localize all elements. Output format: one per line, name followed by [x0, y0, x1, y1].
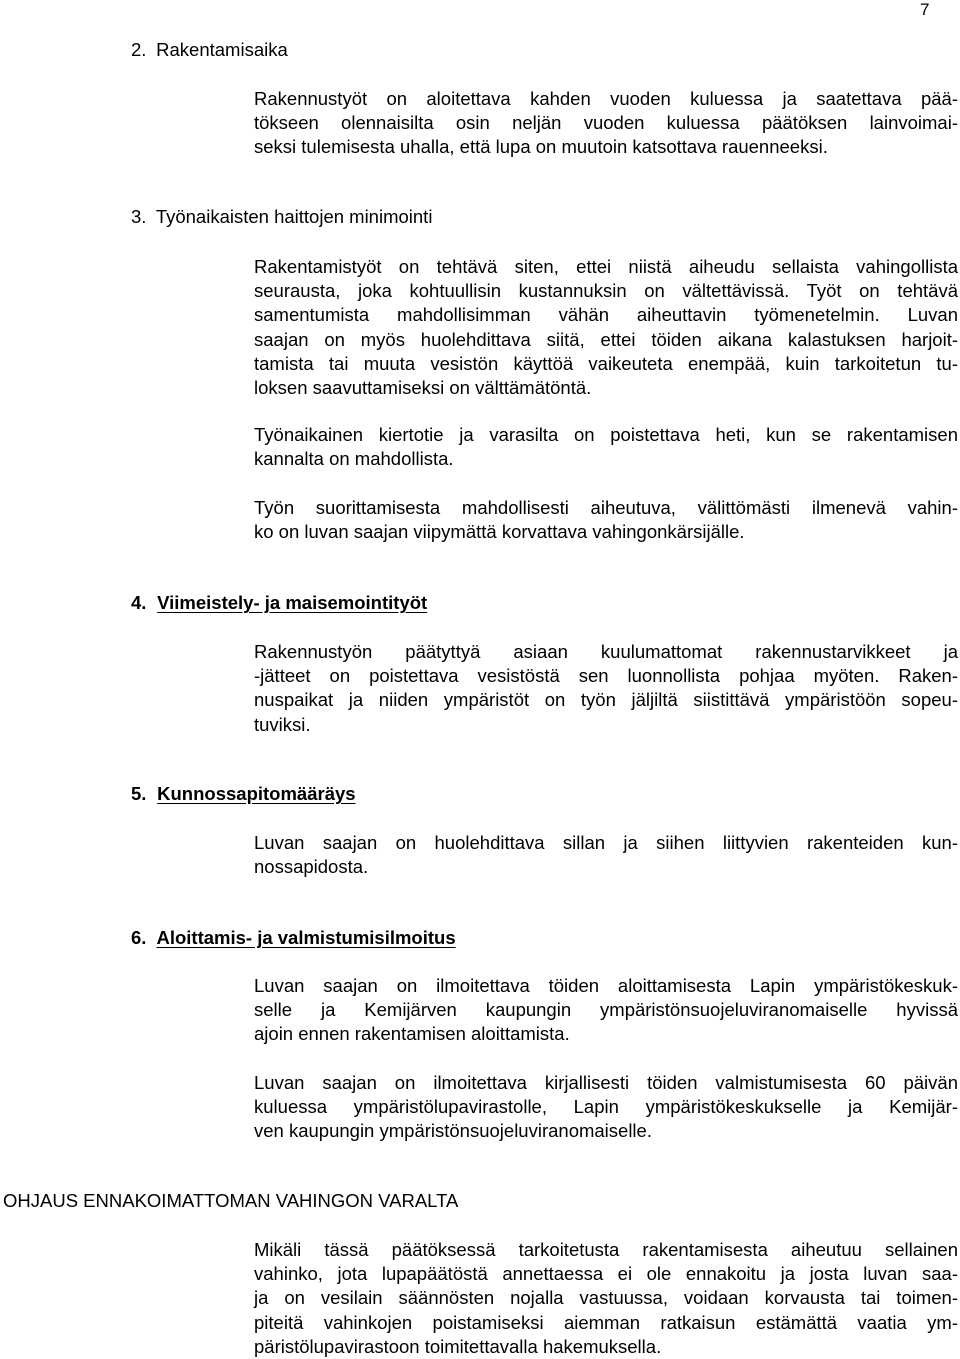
text-line: Luvan saajan on ilmoitettava kirjallisesti töiden valmistumisesta 60 päivän — [254, 1072, 958, 1093]
text-line: nuspaikat ja niiden ympäristöt on työn jäljiltä siistittävä ympäristöön sopeu- — [254, 689, 958, 711]
text-line: piteitä vahinkojen poistamiseksi aiemman ratkaisun estämättä vaatia ym- — [254, 1311, 958, 1333]
page-number: 7 — [920, 0, 930, 19]
text-line: Työnaikainen kiertotie ja varasilta on poistettava heti, kun se rakentamisen — [254, 424, 958, 445]
section-number: 6. — [131, 927, 147, 948]
text-line: ven kaupungin ympäristönsuojeluviranomaiselle. — [254, 1120, 652, 1142]
text-line: Mikäli tässä päätöksessä tarkoitetusta rakentamisesta aiheutuu sellainen — [254, 1239, 958, 1260]
text-line: kannalta on mahdollista. — [254, 448, 454, 470]
text-line: Rakentamistyöt on tehtävä siten, ettei niistä aiheudu sellaista vahingollista — [254, 256, 958, 277]
text-line: Luvan saajan on huolehdittava sillan ja siihen liittyvien rakenteiden kun- — [254, 832, 958, 853]
section-number: 5. — [131, 783, 147, 804]
section-6-heading — [131, 926, 456, 950]
text-line: kuluessa ympäristölupavirastolle, Lapin ympäristökeskukselle ja Kemijär- — [254, 1096, 958, 1118]
section-number: 3. — [131, 206, 147, 227]
section-title: Aloittamis- ja valmistumisilmoitus — [156, 927, 456, 948]
section-5-paragraph-1 — [254, 831, 958, 879]
text-line: Työn suorittamisesta mahdollisesti aiheutuva, välittömästi ilmenevä vahin- — [254, 497, 958, 518]
text-line: ajoin ennen rakentamisen aloittamista. — [254, 1023, 570, 1045]
text-line: seksi tulemisesta uhalla, että lupa on muutoin katsottava rauenneeksi. — [254, 136, 828, 158]
section-number: 4. — [131, 592, 147, 613]
text-line: -jätteet on poistettava vesistöstä sen luonnollista pohjaa myöten. Raken- — [254, 665, 958, 687]
text-line: samentumista mahdollisimman vähän aiheuttavin työmenetelmin. Luvan — [254, 304, 958, 326]
text-line: selle ja Kemijärven kaupungin ympäristönsuojeluviranomaiselle hyvissä — [254, 999, 958, 1021]
text-line: Rakennustyön päätyttyä asiaan kuulumattomat rakennustarvikkeet ja — [254, 641, 958, 662]
text-line: ja on vesilain säännösten nojalla vastuussa, voidaan korvausta tai toimen- — [254, 1287, 958, 1309]
text-line: Rakennustyöt on aloitettava kahden vuoden kuluessa ja saatettava pää- — [254, 88, 958, 109]
text-line: saajan on myös huolehdittava siitä, ettei töiden aikana kalastuksen harjoit- — [254, 328, 958, 350]
ohjaus-heading: OHJAUS ENNAKOIMATTOMAN VAHINGON VARALTA — [3, 1190, 459, 1211]
section-2-heading — [131, 38, 288, 62]
text-line: tökseen olennaisilta osin neljän vuoden kuluessa päätöksen lainvoimai- — [254, 112, 958, 134]
section-number: 2. — [131, 39, 147, 60]
section-title: Työnaikaisten haittojen minimointi — [155, 206, 433, 227]
section-3-heading — [131, 205, 432, 229]
section-5-heading — [131, 782, 356, 806]
section-title: Kunnossapitomääräys — [157, 783, 356, 804]
section-3-paragraph-1 — [254, 255, 958, 400]
section-6-paragraph-1 — [254, 974, 958, 1047]
text-line: seurausta, joka kohtuullisin kustannuksin on vältettävissä. Työt on tehtävä — [254, 280, 958, 302]
section-title: Rakentamisaika — [156, 39, 288, 60]
text-line: päristölupavirastoon toimitettavalla hakemuksella. — [254, 1335, 662, 1357]
text-line: Luvan saajan on ilmoitettava töiden aloittamisesta Lapin ympäristökeskuk- — [254, 975, 958, 996]
text-line: nossapidosta. — [254, 856, 369, 878]
section-4-paragraph-1 — [254, 640, 958, 737]
text-line: ko on luvan saajan viipymättä korvattava vahingonkärsijälle. — [254, 521, 745, 543]
section-6-paragraph-2 — [254, 1071, 958, 1144]
text-line: loksen saavuttamiseksi on välttämätöntä. — [254, 377, 592, 399]
section-3-paragraph-3 — [254, 496, 958, 544]
text-line: tuviksi. — [254, 713, 311, 735]
section-3-paragraph-2 — [254, 423, 958, 471]
ohjaus-paragraph — [254, 1238, 958, 1359]
section-2-paragraph-1 — [254, 87, 958, 160]
section-title: Viimeistely- ja maisemointityöt — [157, 592, 428, 613]
text-line: tamista tai muuta vesistön käyttöä vaikeuteta enempää, kuin tarkoitetun tu- — [254, 352, 958, 374]
text-line: vahinko, jota lupapäätöstä annettaessa ei ole ennakoitu ja josta luvan saa- — [254, 1263, 958, 1285]
section-4-heading — [131, 591, 427, 615]
